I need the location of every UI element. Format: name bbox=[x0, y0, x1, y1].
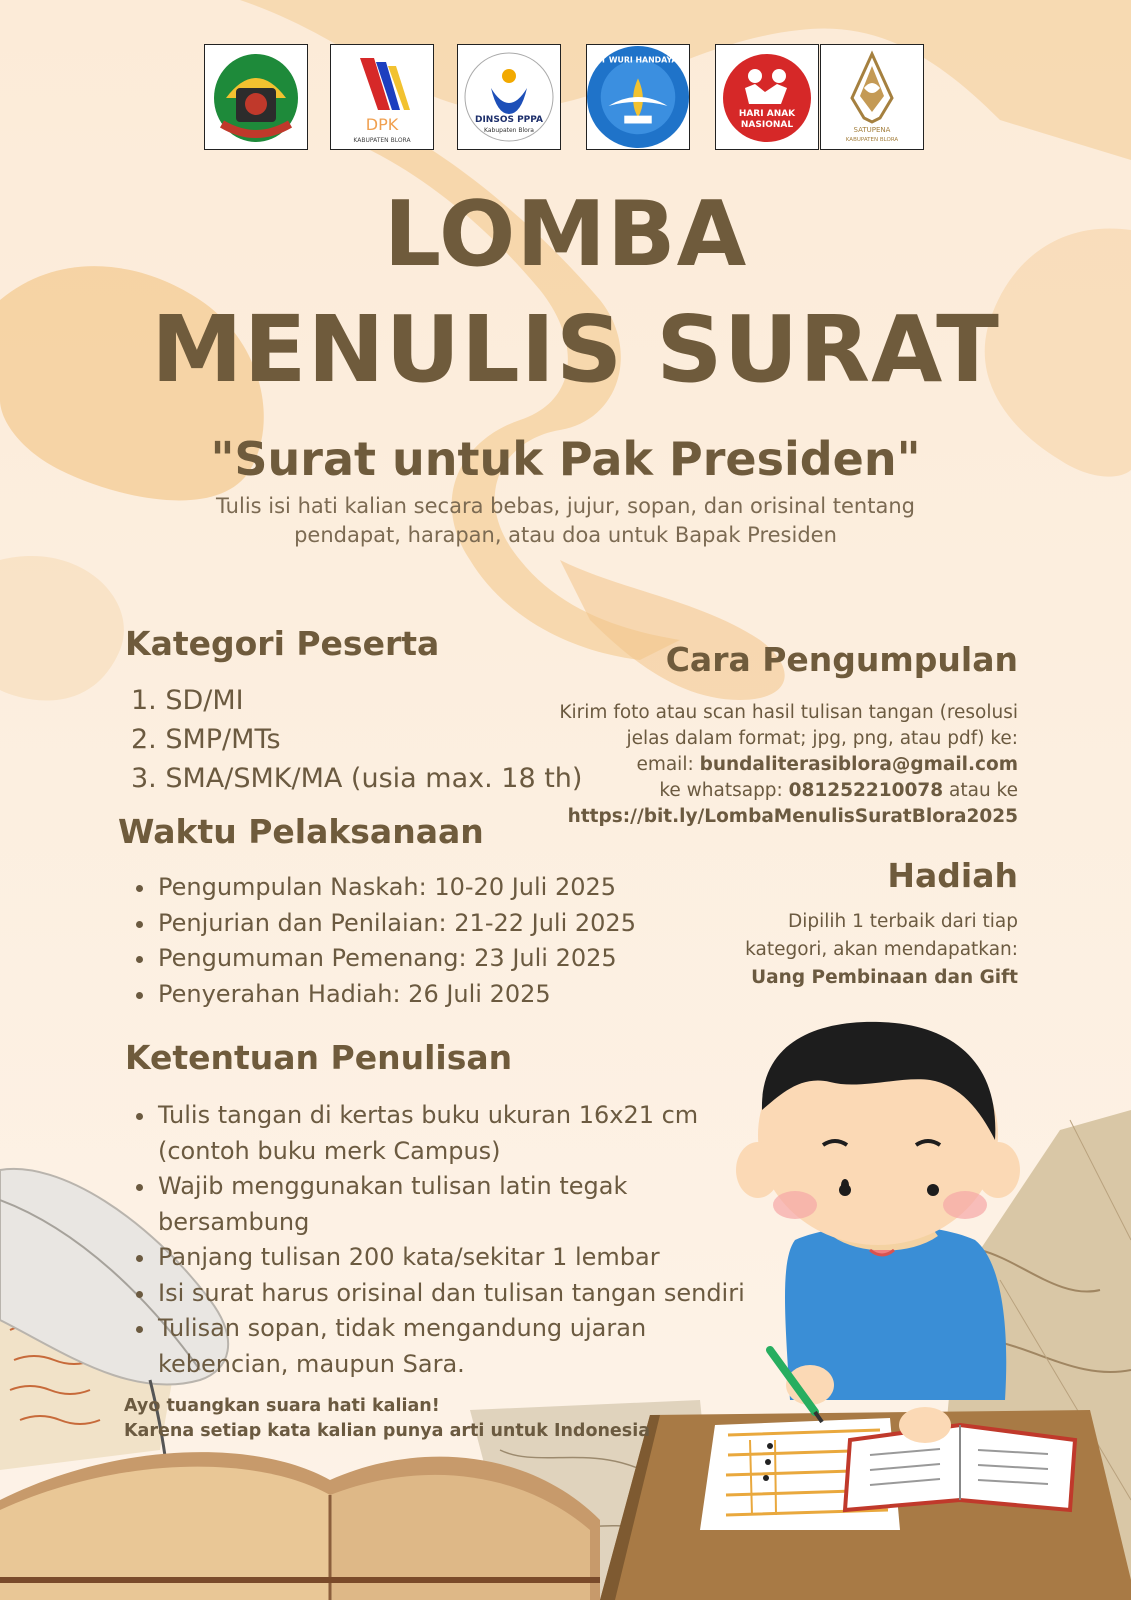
closing-line-1: Ayo tuangkan suara hati kalian! bbox=[124, 1396, 440, 1416]
waktu-item: Penjurian dan Penilaian: 21-22 Juli 2025 bbox=[134, 906, 694, 942]
title-line-1: LOMBA bbox=[383, 182, 748, 287]
wa-suffix: atau ke bbox=[943, 780, 1018, 801]
intro-text bbox=[160, 492, 971, 550]
logo-dpk bbox=[330, 44, 434, 150]
title-line-2: MENULIS SURAT bbox=[151, 296, 1000, 403]
subtitle: "Surat untuk Pak Presiden" bbox=[210, 432, 921, 486]
svg-text:DPK: DPK bbox=[365, 115, 399, 134]
svg-text:TUT WURI HANDAYANI: TUT WURI HANDAYANI bbox=[589, 55, 687, 65]
logo-blora bbox=[204, 44, 308, 150]
hadiah-line-2: kategori, akan mendapatkan: bbox=[745, 939, 1018, 960]
closing-text bbox=[124, 1394, 650, 1444]
ketentuan-list bbox=[134, 1098, 794, 1382]
logo-row bbox=[0, 44, 1131, 152]
svg-text:HARI ANAK: HARI ANAK bbox=[738, 109, 796, 119]
cara-line-2: jelas dalam format; jpg, png, atau pdf) ke: bbox=[626, 728, 1018, 749]
email-address[interactable]: bundaliterasiblora@gmail.com bbox=[699, 754, 1018, 775]
ketentuan-item: Wajib menggunakan tulisan latin tegak bersambung bbox=[134, 1169, 678, 1240]
waktu-item: Pengumpulan Naskah: 10-20 Juli 2025 bbox=[134, 870, 694, 906]
waktu-item: Pengumuman Pemenang: 23 Juli 2025 bbox=[134, 941, 694, 977]
kategori-item: 1. SD/MI bbox=[131, 685, 244, 716]
waktu-item: Penyerahan Hadiah: 26 Juli 2025 bbox=[134, 977, 694, 1013]
hadiah-heading: Hadiah bbox=[887, 856, 1018, 895]
kategori-item: 2. SMP/MTs bbox=[131, 724, 281, 755]
cara-heading: Cara Pengumpulan bbox=[665, 640, 1018, 679]
logo-dinsos bbox=[457, 44, 561, 150]
ketentuan-item: Tulisan sopan, tidak mengandung ujaran kebencian, maupun Sara. bbox=[134, 1311, 718, 1382]
hadiah-text bbox=[745, 908, 1018, 992]
email-label: email: bbox=[636, 754, 700, 775]
kategori-heading: Kategori Peserta bbox=[125, 624, 440, 663]
whatsapp-number[interactable]: 081252210078 bbox=[788, 780, 944, 801]
svg-text:KABUPATEN BLORA: KABUPATEN BLORA bbox=[353, 137, 411, 144]
svg-text:Kabupaten Blora: Kabupaten Blora bbox=[484, 127, 534, 134]
submission-link[interactable]: https://bit.ly/LombaMenulisSuratBlora2025 bbox=[567, 806, 1018, 827]
svg-text:KABUPATEN BLORA: KABUPATEN BLORA bbox=[845, 137, 899, 143]
ketentuan-item: Panjang tulisan 200 kata/sekitar 1 lembar bbox=[134, 1240, 794, 1276]
svg-text:SATUPENA: SATUPENA bbox=[853, 126, 891, 134]
kategori-item: 3. SMA/SMK/MA (usia max. 18 th) bbox=[131, 763, 583, 794]
hadiah-prize: Uang Pembinaan dan Gift bbox=[751, 967, 1018, 988]
svg-text:DINSOS PPPA: DINSOS PPPA bbox=[474, 115, 544, 125]
cara-wa-line bbox=[559, 778, 1018, 804]
kategori-list bbox=[131, 681, 582, 798]
cara-text bbox=[559, 700, 1018, 830]
cara-line-1: Kirim foto atau scan hasil tulisan tangan (resolusi bbox=[559, 702, 1018, 723]
logo-satupena bbox=[820, 44, 924, 150]
intro-line-1: Tulis isi hati kalian secara bebas, jujur, sopan, dan orisinal tentang bbox=[216, 494, 915, 518]
hadiah-line-1: Dipilih 1 terbaik dari tiap bbox=[787, 911, 1018, 932]
intro-line-2: pendapat, harapan, atau doa untuk Bapak Presiden bbox=[294, 523, 837, 547]
cara-email-line bbox=[559, 752, 1018, 778]
logo-tut-wuri-handayani bbox=[586, 44, 690, 150]
ketentuan-heading: Ketentuan Penulisan bbox=[125, 1038, 513, 1077]
waktu-heading: Waktu Pelaksanaan bbox=[118, 812, 484, 851]
ketentuan-item: Tulis tangan di kertas buku ukuran 16x21 cm (contoh buku merk Campus) bbox=[134, 1098, 728, 1169]
logo-hari-anak-nasional bbox=[715, 44, 819, 150]
svg-text:NASIONAL: NASIONAL bbox=[740, 120, 794, 130]
ketentuan-item: Isi surat harus orisinal dan tulisan tangan sendiri bbox=[134, 1276, 794, 1312]
cara-link-line bbox=[559, 804, 1018, 830]
wa-label: ke whatsapp: bbox=[659, 780, 789, 801]
closing-line-2: Karena setiap kata kalian punya arti untuk Indonesia bbox=[124, 1421, 651, 1441]
waktu-list bbox=[134, 870, 694, 1012]
